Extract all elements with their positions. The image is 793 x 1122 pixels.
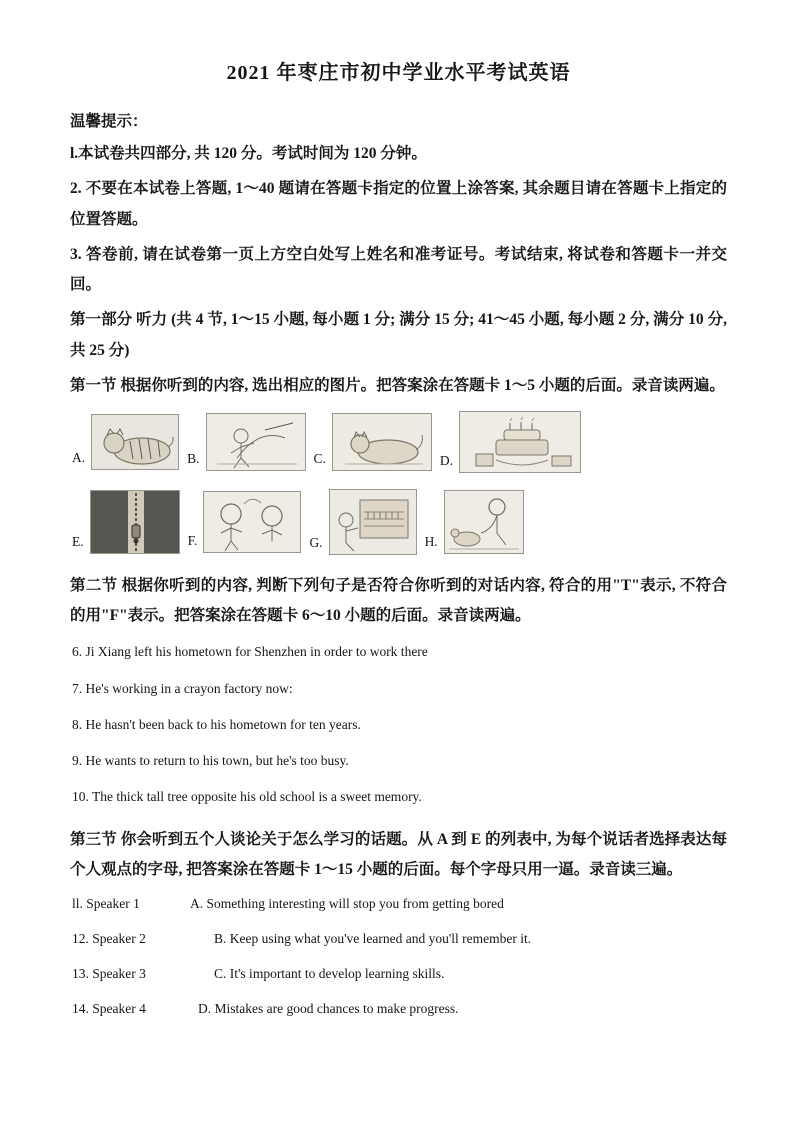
option-b-label: B. [187, 450, 200, 466]
page-title: 2021 年枣庄市初中学业水平考试英语 [226, 62, 571, 84]
picture-option-e [72, 490, 180, 554]
speaker-14-option: D. Mistakes are good chances to make progress. [198, 1000, 459, 1016]
section3-instructions: 第三节 你会听到五个人谈论关于怎么学习的话题。从 A 到 E 的列表中, 为每个说话者选择表达每个人观点的字母, 把答案涂在答题卡 1～15 小题的后面。每个字母只用一逼。录音读三遍。 [70, 830, 727, 878]
picture-option-f [188, 491, 302, 553]
speaker-11-label: ll. Speaker 1 [72, 895, 140, 911]
speaker-14-label: 14. Speaker 4 [72, 1000, 146, 1016]
section2-instructions: 第二节 根据你听到的内容, 判断下列句子是否符合你听到的对话内容, 符合的用"T"表示, 不符合的用"F"表示。把答案涂在答题卡 6～10 小题的后面。录音读两遍。 [70, 576, 727, 625]
cartoon-figure-with-bow-image [206, 413, 306, 471]
section1-instructions: 第一节 根据你听到的内容, 选出相应的图片。把答案涂在答题卡 1～5 小题的后面。录音读两遍。 [70, 376, 725, 394]
part1-heading: 第一部分 听力 (共 4 节, 1～15 小题, 每小题 1 分; 满分 15 分; 41～45 小题, 每小题 2 分, 满分 10 分, 共 25 分) [70, 311, 727, 359]
question-7: 7. He's working in a crayon factory now: [72, 680, 293, 696]
tiger-image [91, 414, 179, 470]
question-8: 8. He hasn't been back to his hometown for ten years. [72, 716, 361, 732]
notice-item-1: l.本试卷共四部分, 共 120 分。考试时间为 120 分钟。 [70, 145, 427, 163]
option-d-label: D. [439, 452, 454, 468]
speaker-row-13 [72, 966, 727, 982]
picture-option-b [187, 413, 305, 471]
option-g-label: G. [309, 534, 323, 550]
option-f-label: F. [187, 532, 198, 548]
speaker-row-11 [72, 896, 727, 912]
option-c-label: C. [313, 450, 326, 466]
picture-option-h [425, 490, 524, 554]
picture-option-c [314, 413, 432, 471]
notice-item-2: 2. 不要在本试卷上答题, 1～40 题请在答题卡指定的位置上涂答案, 其余题目请在答题卡上指定的位置答题。 [70, 180, 727, 228]
option-a-label: A. [72, 449, 86, 465]
option-e-label: E. [72, 533, 84, 549]
speaker-13-option: C. It's important to develop learning skills. [214, 965, 445, 981]
option-h-label: H. [424, 533, 438, 549]
speaker-12-label: 12. Speaker 2 [72, 930, 146, 946]
speaker-row-12 [72, 931, 727, 947]
speaker-11-option: A. Something interesting will stop you from getting bored [190, 895, 504, 911]
question-6: 6. Ji Xiang left his hometown for Shenzhen in order to work there [72, 644, 428, 660]
birthday-cake-image [459, 411, 581, 473]
picture-option-g [309, 489, 416, 555]
cat-image [332, 413, 432, 471]
notice-item-3: 3. 答卷前, 请在试卷第一页上方空白处写上姓名和准考证号。考试结束, 将试卷和答题卡一并交回。 [70, 245, 727, 294]
notice-heading: 温馨提示： [70, 113, 148, 130]
speaker-12-option: B. Keep using what you've learned and you'll remember it. [214, 930, 532, 946]
picture-options-row-2 [72, 489, 727, 555]
two-people-talking-image [203, 491, 301, 553]
piano-player-image [329, 489, 417, 555]
picture-option-d [440, 411, 581, 473]
question-9: 9. He wants to return to his town, but he's too busy. [72, 753, 349, 769]
person-with-pet-image [444, 490, 524, 554]
question-10: 10. The thick tall tree opposite his old school is a sweet memory. [72, 789, 422, 805]
zipper-image [90, 490, 180, 554]
picture-options-row-1 [72, 411, 727, 473]
picture-option-a [72, 414, 179, 470]
speaker-row-14 [72, 1001, 727, 1017]
speaker-13-label: 13. Speaker 3 [72, 965, 146, 981]
